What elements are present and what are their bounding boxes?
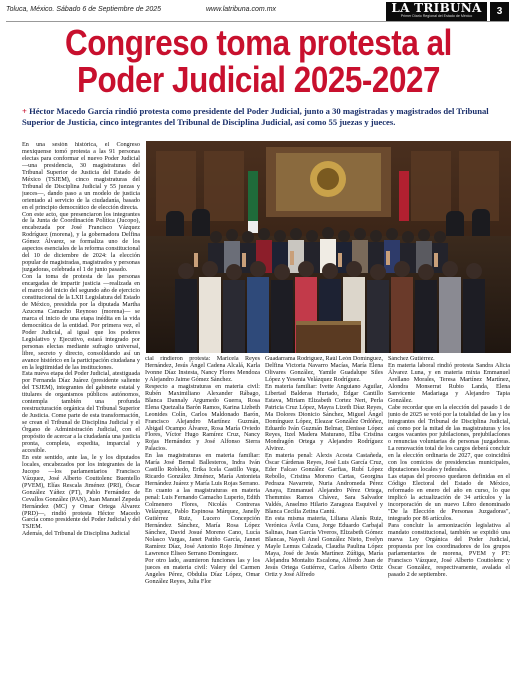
headline-line-2: Poder Judicial 2025-2027 [76, 59, 441, 100]
paragraph: Para concluir la armonización legislativa al mandato constitucional, también se expidió una nueva Ley Orgánica del Poder Judicial, propuesta por los coordinadores de los grupos parlamentarios de morena, PVEM y PT: Francisco Vázquez, José Alberto Couttolenc y Óscar González, respectivamente, avalada el pasado 2 de septiembre. [388, 522, 510, 578]
subheadline [22, 106, 508, 127]
subhead-text: Héctor Macedo García rindió protesta como presidente del Poder Judicial, junto a 30 magistradas y magistrados del Tribunal Superior de Justicia, cinco integrantes del Tribunal de Disciplina Judicial, así como 55 juezas y jueces. [22, 106, 489, 127]
brand-name: LA TRIBUNA [391, 1, 482, 15]
paragraph: Esta nueva etapa del Poder Judicial, atestiguada por Fernanda Díaz Juárez (presidente saliente del TSJEM), integrantes del gabinete estatal y titulares de organismos públicos autónomos, contempla también una profunda reestructuración orgánica del Tribunal Superior de Justicia. Come parte de esta transformación, se crean el Tribunal de Disciplina Judicial y el Órgano de Administración Judicial, con el propósito de acercar a la ciudadanía una justicia pronta, completa, expedita, imparcial y accesible. [22, 371, 140, 454]
news-photo [146, 141, 511, 353]
paragraph: En materia laboral rindió protesta Sandra Alicia Álvarez Luna, y en materia mixta Emmanuel Arellano Morales, Teresa Martínez Martínez, Alondra Monserrat Rubio Landa, Elena Sanvicente Madariaga y Alejandro Tapia González. [388, 362, 510, 404]
subhead-bullet: + [22, 106, 27, 116]
website-link[interactable]: www.latribuna.com.mx [206, 6, 277, 13]
paragraph: Guadarrama Rodríguez, Raúl León Domínguez, Delfina Victoria Navarro Macías, María Elena Olivares González, Yamile Guadalupe Siles López y Yesenia Velázquez Rodríguez. [265, 356, 383, 383]
paragraph: Con la toma de protesta de las personas encargadas de impartir justicia —realizada en el marco del inicio del segundo año de ejercicio constitucional de la LXII Legislatura del Estado de México, presidida por la diputada Martha Azucena Camacho Reynoso (morena)— se marca el inicio de una etapa inédita en la vida democrática de la entidad. Por primera vez, el Poder Judicial, al igual que los poderes Legislativo y Ejecutivo, estará integrado por personas electas mediante sufragio universal, libre, secreto y directo, consolidando así un avance histórico en la participación ciudadana y en la legitimidad de las instituciones. [22, 274, 140, 371]
brand-tagline: Primer Diario Regional del Estado de México [400, 14, 473, 18]
headline-line-1: Congreso toma protesta al [65, 22, 452, 63]
article-column-2 [145, 356, 260, 688]
paragraph: En materia penal: Alexis Acosta Castañeda, Óscar Cárdenas Reyes, José Luis García Cruz, Eder Falcao González Garfias, Rubí López Rebollo, Cristina Moreno Cartas, Georgina Pedraza Navarrete, Nuria Andromeda Pérez Anaya, Emmanuel Alejandro Pérez Ortega, Themmiss Ramos Chávez, Sara Salvador Valdés, Anselmo Hilario Zaragoza Esquivel y Blanca Cecilia Zetina Cantú. [265, 453, 383, 515]
article-column-1 [22, 142, 140, 688]
paragraph: Por otro lado, asumieron funciones las y los jueces en materia civil: Valery del Carmen Angeles Pérez, Obdulia Díaz López, Omar González Reyes, Julia Flor [145, 557, 260, 585]
paragraph: En materia familiar: Ivette Anguiano Aguilar, Libertad Balderas Hurtado, Edgar Cantillo Estava, Miriam Elizabeth Cortez Neri, Perla Patricia Cruz López, Mayra Lizeth Díaz Reyes, Ma Dolores Dionicio Sánchez, Miguel Ángel Domínguez López, Eleazar González Ordóñez, Eduardo Iván Guzmán Belmar, Denisse López Reyes, Itzel Madera Maturano, Elba Cristina Mondragón Ortega y Alejandro Rodríguez Alvirez. [265, 383, 383, 453]
paragraph: cial rindieron protesta: Maricela Reyes Hernández, Jesús Ángel Cadena Alcalá, Karla Ivonne Díaz Instesta, Nancy Flores Mendoza y Alejandro Jaime Gómez Sánchez. [145, 356, 260, 383]
paragraph: Cabe recordar que en la elección del pasado 1 de junio de 2025 se votó por la totalidad de las y los integrantes del Tribunal de Disciplina Judicial, así como por la mitad de las magistraturas y los cargos vacantes por jubilaciones, prejubilaciones o renuncias voluntarias de personas juzgadoras. La renovación total de los cargos deberá concluir en la elección ordinaria de 2027, que coincidirá con los comicios de presidencias municipales, diputaciones locales y federales. [388, 404, 510, 474]
paragraph: En una sesión histórica, el Congreso mexiquense tomó protesta a las 91 personas electas para conformar el nuevo Poder Judicial —una presidencia, 30 magistraturas del Tribunal Superior de Justicia del Estado de México (TSJEM), cinco magistraturas del Tribunal de Disciplina Judicial y 55 juezas y jueces—, dando paso a un modelo de justicia orientado al servicio de la ciudadanía, basado en el principio democrático de elección directa. [22, 142, 140, 211]
paragraph: En esta misma materia, Liliana Alanís Ruiz, Verónica Ávila Cura, Jorge Eduardo Carbajal Salinas, Juan García Viveros, Elizabeth Gómez Blancas, Nayeli Anel González Nieto, Evelyn Mayle Lemus Calzada, Claudia Paulina López Maya, José de Jesús Martínez Zúñiga, María Alejandra Montalto Escalona, Alfredo Juan de Jesús Ortega Gutiérrez, Carlos Alberto Ortiz Ortiz y José Alfredo [265, 515, 383, 578]
paragraph: Respecto a magistraturas en materia civil: Rubén Maximiliano Alexander Rábago, Blanca Dannaly Argumedo Guerra, Rosa Elena Quetzalia Barón Ramos, Karina Lizbeth Leonides Colín, Carlos Maldonado Barón, Francisco Alejandro Martínez Guzmán, Abigail Ocampo Álvarez, Rosa María Oviedo Flores, Víctor Hugo Ramírez Cruz, Nancy Rojas Hernández y José Alfonso Sierra Palacios. [145, 383, 260, 453]
paragraph: Además, del Tribunal de Disciplina Judicial [22, 531, 130, 538]
article-column-4 [388, 356, 510, 688]
page-header [0, 0, 523, 22]
paragraph: En cuanto a las magistraturas en materia penal: Luis Fernando Camacho Luperio, Edith Colmenero Flores, Nicolás Contreras Velázquez, Pablo Espinosa Márquez, Janelly Gutiérrez Ruiz, Lucero Concepción Hernández Sánchez, María Rosa López Sánchez, David Josué Moreno Cano, Lucía Nolasco Vargas, Janet Patiño García, Jannet Ramírez Díaz, José Antonio Rojo Jiménez y Lawrence Eliseo Serrano Domínguez. [145, 488, 260, 557]
paragraph: Con este acto, que presenciaron los integrantes de la Junta de Coordinación Política (Jucopo), encabezada por José Francisco Vázquez Rodríguez (morena), y la gobernadora Delfina Gómez Álvarez, se formaliza uno de los aspectos esenciales de la reforma constitucional del 10 de diciembre de 2024: la elección popular de magistradas, magistrados y personas juzgadoras, celebrada el 1 de junio pasado. [22, 211, 140, 274]
article-column-3 [265, 356, 383, 688]
paragraph: Las etapas del proceso quedaron definidas en el Código Electoral del Estado de México, reformado en enero del año en curso, lo que implicó la actualización de 34 artículos y la incorporación de un nuevo Libro denominado "De la Elección de Personas Juzgadoras", integrado por 86 artículos. [388, 474, 510, 522]
paragraph: En las magistraturas en materia familiar: María José Bernal Ballesteros, Indra Iván Castillo Robledo, Erika Icela Castillo Vega, Ricardo González Jiménez, María Antonieta Hernández Juárez y María Luis Rojas Serrano. [145, 453, 260, 488]
paragraph: Sánchez Gutiérrez. [388, 356, 435, 362]
page-number: 3 [490, 2, 509, 21]
issue-date: Toluca, México. Sábado 6 de Septiembre de 2025 [6, 6, 162, 13]
headline [41, 24, 475, 98]
chamber-photo-illustration [146, 141, 511, 353]
paragraph: En este sentido, ante las, le y los diputados locales, encabezados por los integrantes de la Jucopo —los parlamentarios Francisco Vázquez, José Alberto Couttolenc Buentello (PVEM), Elías Rescala Jiménez (PRI), Óscar González Yáñez (PT), Pablo Fernández de Cevallos González (PAN), Juan Manuel Zepeda Hernández (MC) y Omar Ortega Álvarez (PRD)—, rindió protesta Héctor Macedo García como presidente del Poder Judicial y del TSJEM. [22, 454, 140, 531]
newspaper-logo [386, 2, 487, 21]
